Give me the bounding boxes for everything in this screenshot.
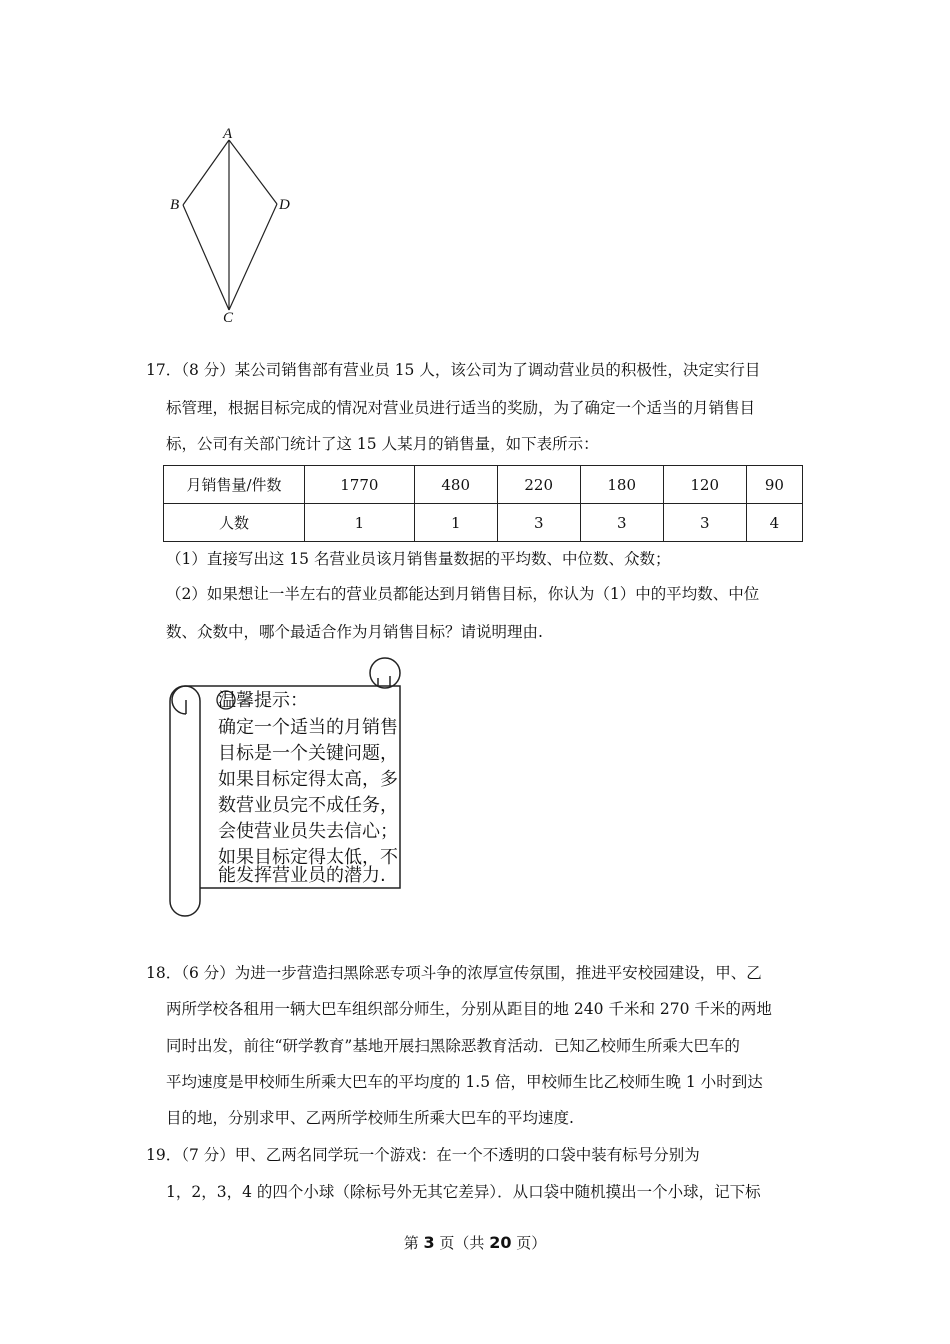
q17-part-2: （2）如果想让一半左右的营业员都能达到月销售目标，你认为（1）中的平均数、中位 [166, 585, 760, 603]
tip-line-3: 目标是一个关键问题， [218, 743, 398, 764]
q19-line-1: 19．（7 分）甲、乙两名同学玩一个游戏：在一个不透明的口袋中装有标号分别为 [146, 1146, 700, 1164]
page-footer [0, 1232, 950, 1253]
table-cell: 4 [746, 504, 802, 542]
vertex-label-c: C [223, 310, 234, 326]
table-cell: 220 [497, 466, 580, 504]
footer-mid: 页（共 [434, 1234, 490, 1252]
footer-suffix: 页） [511, 1234, 547, 1252]
vertex-label-d: D [279, 197, 290, 213]
q17-line-2: 标管理，根据目标完成的情况对营业员进行适当的奖励，为了确定一个适当的月销售目 [166, 399, 756, 417]
sales-table [163, 465, 803, 542]
tip-line-8: 能发挥营业员的潜力. [218, 865, 386, 886]
table-cell: 480 [414, 466, 497, 504]
table-cell: 1 [305, 504, 415, 542]
table-row [164, 466, 803, 504]
table-row [164, 504, 803, 542]
table-cell: 120 [663, 466, 746, 504]
table-cell: 1 [414, 504, 497, 542]
tip-line-4: 如果目标定得太高，多 [218, 769, 398, 790]
q18-line-1: 18．（6 分）为进一步营造扫黑除恶专项斗争的浓厚宣传氛围，推进平安校园建设，甲、乙 [146, 964, 762, 982]
q18-line-5: 目的地，分别求甲、乙两所学校师生所乘大巴车的平均速度. [166, 1109, 574, 1127]
table-cell: 180 [580, 466, 663, 504]
table-cell: 3 [497, 504, 580, 542]
vertex-label-b: B [170, 197, 180, 213]
tip-line-1: 温馨提示： [218, 690, 308, 711]
tip-line-2: 确定一个适当的月销售 [218, 717, 398, 738]
table-cell: 人数 [164, 504, 305, 542]
table-cell: 月销售量/件数 [164, 466, 305, 504]
tip-line-7: 如果目标定得太低，不 [218, 847, 398, 868]
q17-part-3: 数、众数中，哪个最适合作为月销售目标？请说明理由. [166, 623, 543, 641]
tip-line-5: 数营业员完不成任务， [218, 795, 398, 816]
table-cell: 3 [580, 504, 663, 542]
q17-line-3: 标，公司有关部门统计了这 15 人某月的销售量，如下表所示： [166, 435, 599, 453]
q18-line-2: 两所学校各租用一辆大巴车组织部分师生，分别从距目的地 240 千米和 270 千米的两地 [166, 1000, 772, 1018]
table-cell: 3 [663, 504, 746, 542]
table-cell: 90 [746, 466, 802, 504]
page-number: 3 [423, 1233, 435, 1252]
tip-line-6: 会使营业员失去信心； [218, 821, 398, 842]
q18-line-4: 平均速度是甲校师生所乘大巴车的平均度的 1.5 倍，甲校师生比乙校师生晚 1 小时到达 [166, 1073, 763, 1091]
q17-part-1: （1）直接写出这 15 名营业员该月销售量数据的平均数、中位数、众数； [166, 550, 671, 568]
q17-line-1: 17．（8 分）某公司销售部有营业员 15 人，该公司为了调动营业员的积极性，决定实行目 [146, 361, 761, 379]
table-cell: 1770 [305, 466, 415, 504]
kite-figure [160, 120, 300, 335]
q18-line-3: 同时出发，前往“研学教育”基地开展扫黑除恶教育活动．已知乙校师生所乘大巴车的 [166, 1037, 740, 1055]
vertex-label-a: A [223, 126, 233, 142]
q19-line-2: 1，2，3，4 的四个小球（除标号外无其它差异）．从口袋中随机摸出一个小球，记下标 [166, 1183, 761, 1201]
page-total: 20 [489, 1233, 512, 1252]
footer-prefix: 第 [403, 1234, 424, 1252]
